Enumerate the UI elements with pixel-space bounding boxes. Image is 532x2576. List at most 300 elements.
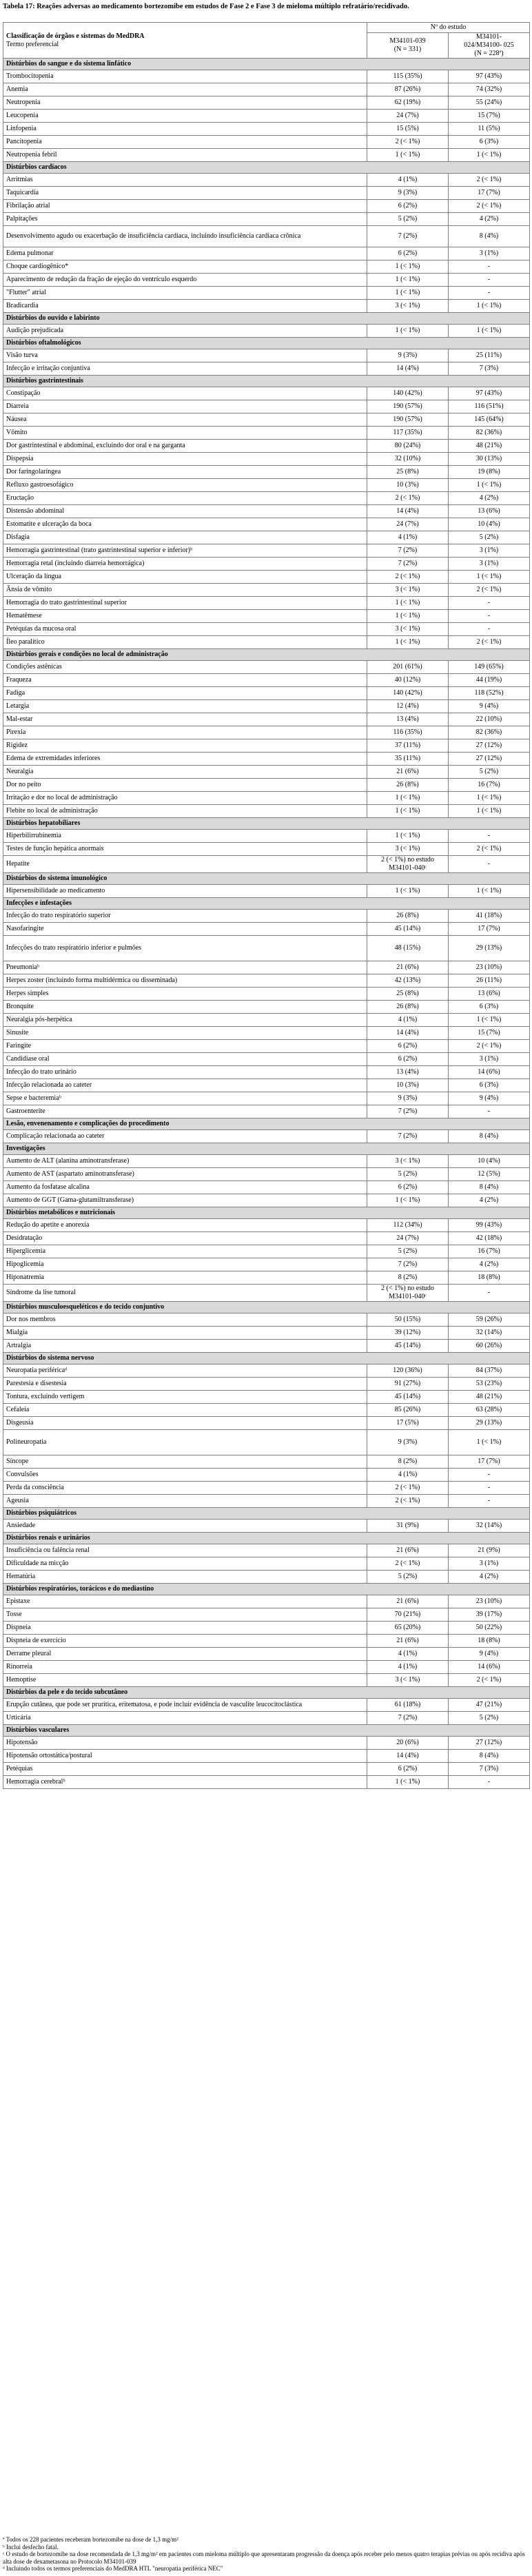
reaction-term: Sinusite	[3, 1027, 367, 1040]
study-024-025-value: 4 (2%)	[449, 1194, 530, 1207]
study-024-025-value: 1 (< 1%)	[449, 571, 530, 584]
reaction-term: Petéquias da mucosa oral	[3, 623, 367, 636]
reaction-term: Náusea	[3, 413, 367, 427]
table-row	[3, 200, 530, 213]
table-row	[3, 213, 530, 226]
study-024-025-value: -	[449, 623, 530, 636]
reaction-term: Pneumoniaᵇ	[3, 961, 367, 974]
study-039-value: 5 (2%)	[367, 213, 449, 226]
table-row	[3, 96, 530, 110]
table-row	[3, 961, 530, 974]
study-039-value: 85 (26%)	[367, 1404, 449, 1417]
study-039-value: 1 (< 1%)	[367, 287, 449, 300]
reaction-term: Derrame pleural	[3, 1648, 367, 1661]
study-039-value: 61 (18%)	[367, 1699, 449, 1712]
study-039-value: 1 (< 1%)	[367, 260, 449, 274]
section-header-row	[3, 1725, 530, 1737]
header-study-number: Nº do estudo	[367, 23, 530, 33]
table-row	[3, 636, 530, 649]
reaction-term: Herpes zoster (incluindo forma multidérmica ou disseminada)	[3, 974, 367, 988]
study-024-025-value: 9 (4%)	[449, 1092, 530, 1105]
table-row	[3, 110, 530, 123]
reaction-term: Hipotensão ortostática/postural	[3, 1750, 367, 1763]
reaction-term: Hemorragia do trato gastrintestinal superior	[3, 597, 367, 610]
study-024-025-value: 25 (11%)	[449, 349, 530, 362]
study-039-value: 3 (< 1%)	[367, 300, 449, 313]
reaction-term: Herpes simples	[3, 988, 367, 1001]
study-039-value: 21 (6%)	[367, 1544, 449, 1557]
reaction-term: Cefaleia	[3, 1404, 367, 1417]
study-039-value: 5 (2%)	[367, 1245, 449, 1258]
table-row	[3, 1001, 530, 1014]
reaction-term: Hepatite	[3, 856, 367, 873]
section-title: Distúrbios psiquiátricos	[3, 1508, 530, 1520]
table-row	[3, 349, 530, 362]
table-row	[3, 739, 530, 753]
study-039-value: 25 (8%)	[367, 466, 449, 479]
table-row	[3, 505, 530, 518]
study-024-025-value: 48 (21%)	[449, 1391, 530, 1404]
study-039-value: 48 (15%)	[367, 936, 449, 961]
table-row	[3, 1430, 530, 1455]
table-row	[3, 584, 530, 597]
section-header-row	[3, 1118, 530, 1130]
study-024-025-value: -	[449, 1776, 530, 1789]
study-024-025-value: 10 (4%)	[449, 1155, 530, 1168]
section-header-row	[3, 873, 530, 885]
table-row	[3, 1066, 530, 1079]
study-024-025-value: 32 (14%)	[449, 1327, 530, 1340]
table-row	[3, 544, 530, 558]
table-row	[3, 1219, 530, 1232]
reaction-term: Neuropatia periféricaᵈ	[3, 1364, 367, 1378]
study-039-value: 80 (24%)	[367, 440, 449, 453]
table-row	[3, 427, 530, 440]
study-024-025-value: 9 (4%)	[449, 700, 530, 713]
reaction-term: Trombocitopenia	[3, 70, 367, 83]
reaction-term: Urticária	[3, 1712, 367, 1725]
study-039-value: 2 (< 1%)	[367, 136, 449, 149]
footnote: ᵈ Incluindo todos os termos preferenciais do MedDRA HTL "neuropatia periférica NEC"	[3, 2565, 223, 2572]
study-039-value: 4 (1%)	[367, 531, 449, 544]
header-row-study	[3, 23, 530, 33]
reaction-term: Arritmias	[3, 174, 367, 187]
table-row	[3, 726, 530, 739]
study-024-025-value: -	[449, 274, 530, 287]
table-row	[3, 1391, 530, 1404]
study-039-value: 24 (7%)	[367, 518, 449, 531]
study-024-025-value: 1 (< 1%)	[449, 792, 530, 805]
table-row	[3, 1635, 530, 1648]
reaction-term: Dispneia	[3, 1622, 367, 1635]
study-024-025-value: 3 (1%)	[449, 247, 530, 260]
table-row	[3, 1737, 530, 1750]
study-039-value: 14 (4%)	[367, 1750, 449, 1763]
reaction-term: Hemorragia gastrintestinal (trato gastrintestinal superior e inferior)ᵇ	[3, 544, 367, 558]
study-039-value: 1 (< 1%)	[367, 149, 449, 162]
table-row	[3, 1181, 530, 1194]
study-024-025-value: 3 (1%)	[449, 1053, 530, 1066]
table-row	[3, 830, 530, 843]
study-039-value: 5 (2%)	[367, 1168, 449, 1181]
study-024-025-value: 39 (17%)	[449, 1608, 530, 1622]
table-row	[3, 466, 530, 479]
section-title: Distúrbios gerais e condições no local de administração	[3, 649, 530, 661]
reaction-term: Distensão abdominal	[3, 505, 367, 518]
reaction-term: Neuralgia	[3, 766, 367, 779]
study-024-025-value: 47 (21%)	[449, 1699, 530, 1712]
study-024-025-value: 1 (< 1%)	[449, 805, 530, 818]
study-039-value: 31 (9%)	[367, 1520, 449, 1533]
reaction-term: Ageusia	[3, 1495, 367, 1508]
table-row	[3, 247, 530, 260]
section-title: Distúrbios do sistema nervoso	[3, 1353, 530, 1364]
reaction-term: Audição prejudicada	[3, 325, 367, 338]
section-header-row	[3, 1143, 530, 1155]
study-039-value: 39 (12%)	[367, 1327, 449, 1340]
study-024-025-value: 17 (7%)	[449, 187, 530, 200]
reaction-term: Vômito	[3, 427, 367, 440]
table-row	[3, 1661, 530, 1674]
reaction-term: Disfagia	[3, 531, 367, 544]
table-row	[3, 300, 530, 313]
table-row	[3, 226, 530, 247]
study-039-value: 45 (14%)	[367, 923, 449, 936]
section-title: Distúrbios vasculares	[3, 1725, 530, 1737]
study-024-025-value: 19 (8%)	[449, 466, 530, 479]
section-title: Distúrbios do sistema imunológico	[3, 873, 530, 885]
reaction-term: Hemorragia retal (incluindo diarreia hemorrágica)	[3, 558, 367, 571]
reaction-term: Complicação relacionada ao cateter	[3, 1130, 367, 1143]
table-row	[3, 187, 530, 200]
study-024-025-value: 50 (22%)	[449, 1622, 530, 1635]
table-row	[3, 174, 530, 187]
study-024-025-value: 63 (28%)	[449, 1404, 530, 1417]
table-row	[3, 558, 530, 571]
study-024-025-value: -	[449, 1105, 530, 1118]
study-024-025-value: 10 (4%)	[449, 518, 530, 531]
study-024-025-value: 4 (2%)	[449, 213, 530, 226]
study-024-025-value: 14 (6%)	[449, 1066, 530, 1079]
table-row	[3, 136, 530, 149]
study-024-025-value: 145 (64%)	[449, 413, 530, 427]
study-039-value: 65 (20%)	[367, 1622, 449, 1635]
reaction-term: Eructação	[3, 492, 367, 505]
study-039-value: 21 (6%)	[367, 1595, 449, 1608]
reaction-term: Gastroenterite	[3, 1105, 367, 1118]
study-024-025-value: 12 (5%)	[449, 1168, 530, 1181]
table-row	[3, 1699, 530, 1712]
header-class-cell	[3, 23, 367, 59]
study-024-025-value: 2 (< 1%)	[449, 584, 530, 597]
table-row	[3, 1014, 530, 1027]
study-039-value: 26 (8%)	[367, 1001, 449, 1014]
study-039-value: 45 (14%)	[367, 1391, 449, 1404]
study-039-value: 4 (1%)	[367, 1661, 449, 1674]
study-039-value: 112 (34%)	[367, 1219, 449, 1232]
reaction-term: Disgeusia	[3, 1417, 367, 1430]
study-024-025-value: -	[449, 1285, 530, 1302]
study-024-025-value: 59 (26%)	[449, 1313, 530, 1327]
study-039-value: 1 (< 1%)	[367, 1194, 449, 1207]
table-row	[3, 453, 530, 466]
reaction-term: Dor gastrintestinal e abdominal, excluindo dor oral e na garganta	[3, 440, 367, 453]
table-row	[3, 1544, 530, 1557]
table-row	[3, 1130, 530, 1143]
study-024-025-value: 2 (< 1%)	[449, 636, 530, 649]
table-row	[3, 843, 530, 856]
study-024-025-value: 1 (< 1%)	[449, 325, 530, 338]
reaction-term: Infecção relacionada ao cateter	[3, 1079, 367, 1092]
table-row	[3, 885, 530, 898]
reaction-term: Linfopenia	[3, 123, 367, 136]
study-024-025-value: 60 (26%)	[449, 1340, 530, 1353]
study-039-value: 140 (42%)	[367, 687, 449, 700]
study-039-value: 9 (3%)	[367, 187, 449, 200]
reaction-term: Palpitações	[3, 213, 367, 226]
study-024-025-value: 1 (< 1%)	[449, 1430, 530, 1455]
study-039-value: 7 (2%)	[367, 544, 449, 558]
reaction-term: Dispneia de exercício	[3, 1635, 367, 1648]
study-039-value: 2 (< 1%)	[367, 1482, 449, 1495]
table-row	[3, 1469, 530, 1482]
reaction-term: Hiponatremia	[3, 1271, 367, 1285]
header-term-label: Termo preferencial	[6, 40, 59, 48]
section-header-row	[3, 1687, 530, 1699]
study-039-value: 7 (2%)	[367, 1105, 449, 1118]
table-row	[3, 936, 530, 961]
reaction-term: Pirexia	[3, 726, 367, 739]
reaction-term: Íleo paralítico	[3, 636, 367, 649]
reaction-term: Redução do apetite e anorexia	[3, 1219, 367, 1232]
table-row	[3, 1571, 530, 1584]
study-039-value: 6 (2%)	[367, 1763, 449, 1776]
reaction-term: Neuralgia pós-herpética	[3, 1014, 367, 1027]
table-row	[3, 1027, 530, 1040]
study-024-025-value: 55 (24%)	[449, 96, 530, 110]
study-024-025-value: 2 (< 1%)	[449, 174, 530, 187]
study-024-025-value: 4 (2%)	[449, 1571, 530, 1584]
study-024-025-value: 5 (2%)	[449, 1712, 530, 1725]
section-header-row	[3, 162, 530, 174]
table-row	[3, 1648, 530, 1661]
study-024-025-value: 8 (4%)	[449, 1130, 530, 1143]
study-039-value: 7 (2%)	[367, 226, 449, 247]
table-row	[3, 1455, 530, 1469]
table-row	[3, 623, 530, 636]
study-039-value: 21 (6%)	[367, 961, 449, 974]
study-024-025-value: 27 (12%)	[449, 753, 530, 766]
study-024-025-value: 14 (6%)	[449, 1661, 530, 1674]
section-header-row	[3, 898, 530, 910]
section-title: Investigações	[3, 1143, 530, 1155]
section-title: Distúrbios hepatobiliares	[3, 818, 530, 830]
reaction-term: Dor no peito	[3, 779, 367, 792]
study-024-025-value: -	[449, 856, 530, 873]
study-039-value: 7 (2%)	[367, 1712, 449, 1725]
study-024-025-value: 2 (< 1%)	[449, 843, 530, 856]
study-024-025-value: 26 (11%)	[449, 974, 530, 988]
table-row	[3, 149, 530, 162]
reaction-term: Hemoptise	[3, 1674, 367, 1687]
study-039-value: 9 (3%)	[367, 1430, 449, 1455]
reaction-term: Fraqueza	[3, 674, 367, 687]
table-row	[3, 362, 530, 376]
section-header-row	[3, 338, 530, 349]
table-row	[3, 1271, 530, 1285]
reaction-term: Leucopenia	[3, 110, 367, 123]
study-039-value: 6 (2%)	[367, 200, 449, 213]
table-row	[3, 413, 530, 427]
study-039-value: 9 (3%)	[367, 349, 449, 362]
reaction-term: Irritação e dor no local de administração	[3, 792, 367, 805]
study-039-value: 6 (2%)	[367, 1181, 449, 1194]
reaction-term: Tosse	[3, 1608, 367, 1622]
study-024-025-value: 8 (4%)	[449, 1181, 530, 1194]
table-row	[3, 1232, 530, 1245]
study-024-025-value: 6 (3%)	[449, 1079, 530, 1092]
study-039-value: 91 (27%)	[367, 1378, 449, 1391]
study-039-value: 6 (2%)	[367, 1053, 449, 1066]
study-024-025-value: 82 (36%)	[449, 726, 530, 739]
table-row	[3, 910, 530, 923]
reaction-term: Constipação	[3, 387, 367, 400]
study-039-value: 10 (3%)	[367, 479, 449, 492]
study-024-025-value: 7 (3%)	[449, 1763, 530, 1776]
section-title: Distúrbios metabólicos e nutricionais	[3, 1207, 530, 1219]
study-039-value: 14 (4%)	[367, 1027, 449, 1040]
reaction-term: Candidíase oral	[3, 1053, 367, 1066]
reaction-term: Perda da consciência	[3, 1482, 367, 1495]
study-024-025-value: 1 (< 1%)	[449, 300, 530, 313]
study-039-value: 2 (< 1%) no estudo M34101-040ᶜ	[367, 1285, 449, 1302]
reaction-term: Epistaxe	[3, 1595, 367, 1608]
study-039-value: 9 (3%)	[367, 1092, 449, 1105]
study-039-value: 45 (14%)	[367, 1340, 449, 1353]
section-title: Distúrbios oftalmológicos	[3, 338, 530, 349]
study-024-025-value: 1 (< 1%)	[449, 479, 530, 492]
table-row	[3, 1750, 530, 1763]
table-row	[3, 1378, 530, 1391]
study-039-value: 1 (< 1%)	[367, 885, 449, 898]
reaction-term: Bronquite	[3, 1001, 367, 1014]
study-024-025-value: 17 (7%)	[449, 923, 530, 936]
reaction-term: Infecção do trato respiratório superior	[3, 910, 367, 923]
table-row	[3, 1495, 530, 1508]
reaction-term: Infecção do trato urinário	[3, 1066, 367, 1079]
section-header-row	[3, 1508, 530, 1520]
study-039-value: 62 (19%)	[367, 96, 449, 110]
reaction-term: Tontura, excluindo vertigem	[3, 1391, 367, 1404]
study-024-025-value: 13 (6%)	[449, 988, 530, 1001]
reaction-term: Mal-estar	[3, 713, 367, 726]
study-024-025-value: 97 (43%)	[449, 387, 530, 400]
reaction-term: "Flutter" atrial	[3, 287, 367, 300]
reaction-term: Desidratação	[3, 1232, 367, 1245]
study-039-value: 3 (< 1%)	[367, 623, 449, 636]
reaction-term: Aumento de AST (aspartato aminotransferase)	[3, 1168, 367, 1181]
study-039-value: 2 (< 1%)	[367, 571, 449, 584]
table-row	[3, 1608, 530, 1622]
reaction-term: Erupção cutânea, que pode ser prurítica, eritematosa, e pode incluir evidência de vasculite leucocitoclástica	[3, 1699, 367, 1712]
study-024-025-value: 23 (10%)	[449, 961, 530, 974]
study-024-025-value: 27 (12%)	[449, 1737, 530, 1750]
reaction-term: Sepse e bacteremiaᵇ	[3, 1092, 367, 1105]
study-039-value: 50 (15%)	[367, 1313, 449, 1327]
table-row	[3, 1105, 530, 1118]
section-title: Distúrbios do sangue e do sistema linfático	[3, 59, 530, 70]
study-039-value: 1 (< 1%)	[367, 805, 449, 818]
table-row	[3, 479, 530, 492]
reaction-term: Ansiedade	[3, 1520, 367, 1533]
study-024-025-value: 1 (< 1%)	[449, 149, 530, 162]
table-row	[3, 779, 530, 792]
study-039-value: 70 (21%)	[367, 1608, 449, 1622]
study-024-025-value: -	[449, 597, 530, 610]
section-title: Distúrbios do ouvido e labirinto	[3, 313, 530, 325]
reaction-term: Rinorreia	[3, 1661, 367, 1674]
reaction-term: Dor faringolaríngea	[3, 466, 367, 479]
table-row	[3, 287, 530, 300]
footnote: ᶜ O estudo de bortezomibe na dose recomendada de 1,3 mg/m² em pacientes com mieloma múltiplo que apresentaram progressão da doença após receber pelo menos quatro terapias prévias ou após recidiva após alta dose de dexametasona no Protocolo M34101-039	[3, 2551, 525, 2565]
study-024-025-value: 17 (7%)	[449, 1455, 530, 1469]
table-title: Tabela 17: Reações adversas ao medicamento bortezomibe em estudos de Fase 2 e Fase 3 de mieloma múltiplo refratário/recidivado.	[3, 3, 409, 10]
study-024-025-value: 4 (2%)	[449, 1258, 530, 1271]
study-039-value: 7 (2%)	[367, 1130, 449, 1143]
table-row	[3, 400, 530, 413]
table-row	[3, 1557, 530, 1571]
table-row	[3, 1092, 530, 1105]
study-024-025-value: 27 (12%)	[449, 739, 530, 753]
study-039-value: 26 (8%)	[367, 910, 449, 923]
table-row	[3, 1595, 530, 1608]
header-class-label: Classificação de órgãos e sistemas do MedDRA	[6, 32, 145, 40]
study-039-value: 13 (4%)	[367, 1066, 449, 1079]
reaction-term: Hipoglicemia	[3, 1258, 367, 1271]
table-row	[3, 1079, 530, 1092]
table-row	[3, 1285, 530, 1302]
study-039-value: 8 (2%)	[367, 1271, 449, 1285]
reaction-term: Aumento da fosfatase alcalina	[3, 1181, 367, 1194]
study-039-value: 6 (2%)	[367, 247, 449, 260]
section-title: Infecções e infestações	[3, 898, 530, 910]
reaction-term: Letargia	[3, 700, 367, 713]
table-row	[3, 492, 530, 505]
study-039-value: 5 (2%)	[367, 1571, 449, 1584]
table-row	[3, 610, 530, 623]
study-024-025-value: 18 (8%)	[449, 1271, 530, 1285]
reaction-term: Choque cardiogênico*	[3, 260, 367, 274]
table-row	[3, 387, 530, 400]
reaction-term: Faringite	[3, 1040, 367, 1053]
reaction-term: Infecções do trato respiratório inferior e pulmões	[3, 936, 367, 961]
study-039-value: 1 (< 1%)	[367, 610, 449, 623]
reaction-term: Dor nos membros	[3, 1313, 367, 1327]
study-024-025-value: 23 (10%)	[449, 1595, 530, 1608]
section-title: Distúrbios da pele e do tecido subcutâneo	[3, 1687, 530, 1699]
study-039-value: 4 (1%)	[367, 174, 449, 187]
table-row	[3, 700, 530, 713]
study-024-025-value: 44 (19%)	[449, 674, 530, 687]
table-row	[3, 1258, 530, 1271]
study-039-value: 140 (42%)	[367, 387, 449, 400]
study-024-025-value: 53 (23%)	[449, 1378, 530, 1391]
reaction-term: Dispepsia	[3, 453, 367, 466]
table-row	[3, 687, 530, 700]
table-row	[3, 260, 530, 274]
study-039-value: 1 (< 1%)	[367, 830, 449, 843]
study-024-025-value: 11 (5%)	[449, 123, 530, 136]
